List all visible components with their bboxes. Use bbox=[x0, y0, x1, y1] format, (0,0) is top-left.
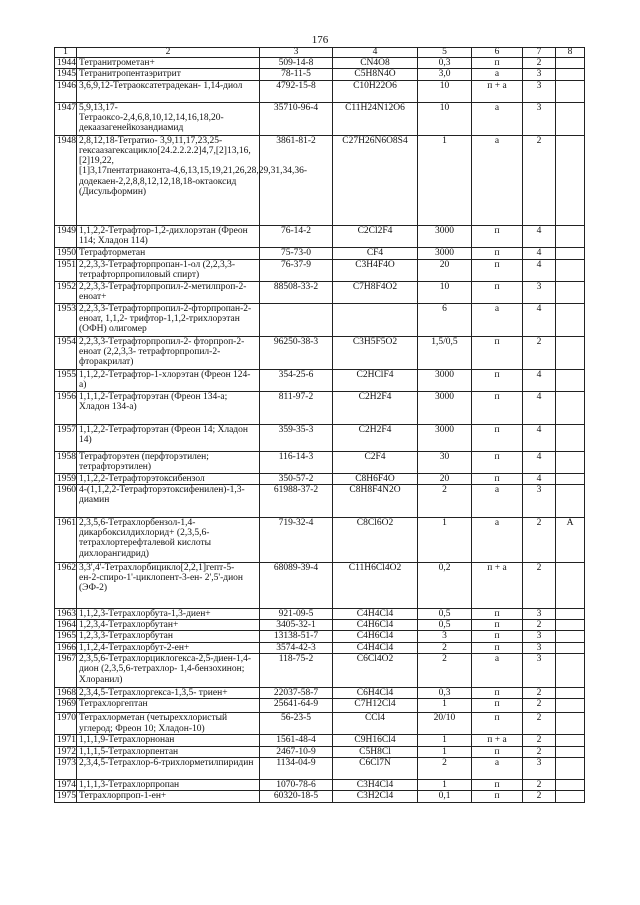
aggregate-state: п bbox=[472, 451, 523, 473]
limit-value: 20 bbox=[418, 473, 472, 484]
note-code bbox=[556, 688, 585, 699]
substance-name: 2,8,12,18-Тетратио- 3,9,11,17,23,25-гексаазагексацикло[24.2.2.2.2]4,7,[2]13,16,[2]19,22,[1]3,17пентатриаконта-4,6,13,15,19,21,26,28,29,31,34,36-додекаен-2,2,8,8,12,12,18,18-октаоксид (Дисульформин) bbox=[77, 135, 260, 225]
hazard-class: 2 bbox=[523, 713, 556, 735]
substance-name: Тетранитрометан+ bbox=[77, 58, 260, 69]
row-number: 1969 bbox=[55, 699, 77, 713]
chemical-formula: C6Cl7N bbox=[333, 757, 418, 779]
row-number: 1970 bbox=[55, 713, 77, 735]
aggregate-state: п bbox=[472, 424, 523, 451]
table-row bbox=[55, 69, 585, 80]
chemical-formula: C10H22O6 bbox=[333, 80, 418, 102]
limit-value: 2 bbox=[418, 642, 472, 653]
hazard-class: 2 bbox=[523, 135, 556, 225]
note-code bbox=[556, 699, 585, 713]
substance-name: 1,1,2,2-Тетрафторэтоксибензол bbox=[77, 473, 260, 484]
aggregate-state: п bbox=[472, 713, 523, 735]
chemical-formula: C8H6F4O bbox=[333, 473, 418, 484]
note-code bbox=[556, 473, 585, 484]
aggregate-state: п bbox=[472, 746, 523, 757]
page-number: 176 bbox=[311, 34, 329, 46]
hazard-class: 2 bbox=[523, 336, 556, 369]
substance-name: 2,3,5,6-Тетрахлорбензол-1,4-дикарбоксилдихлорид+ (2,3,5,6-тетрахлортерефталевой кислоты дихлорангидрид) bbox=[77, 517, 260, 562]
aggregate-state: п bbox=[472, 247, 523, 259]
note-code bbox=[556, 80, 585, 102]
table-row bbox=[55, 424, 585, 451]
substance-name: 1,1,1,5-Тетрахлорпентан bbox=[77, 746, 260, 757]
aggregate-state: а bbox=[472, 102, 523, 135]
cas-number: 359-35-3 bbox=[260, 424, 333, 451]
aggregate-state: п bbox=[472, 631, 523, 642]
cas-number: 921-09-5 bbox=[260, 608, 333, 619]
limit-value: 20 bbox=[418, 259, 472, 281]
hazard-class: 3 bbox=[523, 631, 556, 642]
col-header-6: 6 bbox=[472, 48, 523, 58]
aggregate-state: п bbox=[472, 473, 523, 484]
note-code bbox=[556, 451, 585, 473]
note-code bbox=[556, 746, 585, 757]
row-number: 1975 bbox=[55, 791, 77, 802]
hazard-class: 2 bbox=[523, 688, 556, 699]
table-row bbox=[55, 451, 585, 473]
hazard-class: 4 bbox=[523, 259, 556, 281]
col-header-7: 7 bbox=[523, 48, 556, 58]
chemical-formula: C6H4Cl4 bbox=[333, 688, 418, 699]
table-row bbox=[55, 735, 585, 746]
cas-number: 118-75-2 bbox=[260, 654, 333, 688]
table-row bbox=[55, 746, 585, 757]
note-code bbox=[556, 69, 585, 80]
cas-number: 96250-38-3 bbox=[260, 336, 333, 369]
substance-name: Тетрахлорметан (четыреххлористый углерод; Фреон 10; Хладон-10) bbox=[77, 713, 260, 735]
aggregate-state: п bbox=[472, 779, 523, 790]
note-code bbox=[556, 735, 585, 746]
cas-number: 1134-04-9 bbox=[260, 757, 333, 779]
hazard-class: 2 bbox=[523, 791, 556, 802]
note-code bbox=[556, 713, 585, 735]
table-row bbox=[55, 369, 585, 391]
hazard-class: 3 bbox=[523, 642, 556, 653]
col-header-1: 1 bbox=[55, 48, 77, 58]
row-number: 1973 bbox=[55, 757, 77, 779]
substance-name: 2,2,3,3-Тетрафторпропил-2- фторпроп-2-еноат (2,2,3,3- тетрафторпропил-2-фторакрилат) bbox=[77, 336, 260, 369]
cas-number: 25641-64-9 bbox=[260, 699, 333, 713]
aggregate-state: п bbox=[472, 336, 523, 369]
substance-name: 1,1,2,3-Тетрахлорбута-1,3-диен+ bbox=[77, 608, 260, 619]
row-number: 1948 bbox=[55, 135, 77, 225]
note-code: А bbox=[556, 517, 585, 562]
limit-value: 30 bbox=[418, 451, 472, 473]
table-row bbox=[55, 779, 585, 790]
chemical-formula: C8Cl6O2 bbox=[333, 517, 418, 562]
cas-number: 4792-15-8 bbox=[260, 80, 333, 102]
row-number: 1971 bbox=[55, 735, 77, 746]
table-row bbox=[55, 135, 585, 225]
limit-value: 10 bbox=[418, 281, 472, 303]
hazard-class: 4 bbox=[523, 369, 556, 391]
aggregate-state: п + а bbox=[472, 80, 523, 102]
substance-name: 1,2,3,4-Тетрахлорбутан+ bbox=[77, 620, 260, 631]
substance-name: Тетрафторметан bbox=[77, 247, 260, 259]
substance-name: 2,3,4,5-Тетрахлоргекса-1,3,5- триен+ bbox=[77, 688, 260, 699]
substance-name: 2,2,3,3-Тетрафторпропил-2-фторпропан-2-еноат, 1,1,2- трифтор-1,1,2-трихлорэтан (ОФН) олигомер bbox=[77, 303, 260, 336]
chemical-formula: C4H4Cl4 bbox=[333, 608, 418, 619]
table-row bbox=[55, 713, 585, 735]
table-row bbox=[55, 757, 585, 779]
chemical-formula: C4H6Cl4 bbox=[333, 620, 418, 631]
aggregate-state: п bbox=[472, 391, 523, 424]
note-code bbox=[556, 631, 585, 642]
limit-value: 1 bbox=[418, 735, 472, 746]
header-row bbox=[55, 48, 585, 58]
note-code bbox=[556, 791, 585, 802]
note-code bbox=[556, 259, 585, 281]
limit-value: 0,1 bbox=[418, 791, 472, 802]
chemical-formula: C11H6Cl4O2 bbox=[333, 562, 418, 608]
table-row bbox=[55, 620, 585, 631]
row-number: 1954 bbox=[55, 336, 77, 369]
col-header-8: 8 bbox=[556, 48, 585, 58]
row-number: 1963 bbox=[55, 608, 77, 619]
substance-name: 1,1,2,2-Тетрафторэтан (Фреон 14; Хладон 14) bbox=[77, 424, 260, 451]
table-row bbox=[55, 281, 585, 303]
note-code bbox=[556, 369, 585, 391]
chemical-formula: C5H8Cl bbox=[333, 746, 418, 757]
note-code bbox=[556, 654, 585, 688]
hazard-class: 2 bbox=[523, 562, 556, 608]
cas-number: 509-14-8 bbox=[260, 58, 333, 69]
aggregate-state: п bbox=[472, 620, 523, 631]
table-row bbox=[55, 517, 585, 562]
hazard-class: 2 bbox=[523, 746, 556, 757]
hazard-class: 3 bbox=[523, 654, 556, 688]
hazard-class: 2 bbox=[523, 620, 556, 631]
row-number: 1960 bbox=[55, 484, 77, 517]
substance-name: 2,2,3,3-Тетрафторпропан-1-ол (2,2,3,3-тетрафторпропиловый спирт) bbox=[77, 259, 260, 281]
note-code bbox=[556, 303, 585, 336]
row-number: 1945 bbox=[55, 69, 77, 80]
chemical-formula: C3H5F5O2 bbox=[333, 336, 418, 369]
hazard-class: 2 bbox=[523, 779, 556, 790]
chemical-formula: C4H6Cl4 bbox=[333, 631, 418, 642]
cas-number: 719-32-4 bbox=[260, 517, 333, 562]
substance-name: 2,2,3,3-Тетрафторпропил-2-метилпроп-2-еноат+ bbox=[77, 281, 260, 303]
limit-value: 3 bbox=[418, 631, 472, 642]
row-number: 1952 bbox=[55, 281, 77, 303]
table-row bbox=[55, 699, 585, 713]
aggregate-state: п bbox=[472, 259, 523, 281]
table-row bbox=[55, 303, 585, 336]
limit-value: 2 bbox=[418, 654, 472, 688]
limit-value: 0,3 bbox=[418, 58, 472, 69]
hazard-class: 3 bbox=[523, 80, 556, 102]
substance-name: 4-(1,1,2,2-Тетрафторэтоксифенилен)-1,3-диамин bbox=[77, 484, 260, 517]
cas-number: 88508-33-2 bbox=[260, 281, 333, 303]
cas-number: 350-57-2 bbox=[260, 473, 333, 484]
chemical-formula: C2F4 bbox=[333, 451, 418, 473]
note-code bbox=[556, 58, 585, 69]
table-row bbox=[55, 225, 585, 247]
limit-value: 3000 bbox=[418, 247, 472, 259]
row-number: 1974 bbox=[55, 779, 77, 790]
chemical-formula: C9H16Cl4 bbox=[333, 735, 418, 746]
aggregate-state: п bbox=[472, 688, 523, 699]
cas-number: 76-14-2 bbox=[260, 225, 333, 247]
note-code bbox=[556, 642, 585, 653]
cas-number: 61988-37-2 bbox=[260, 484, 333, 517]
hazard-class: 3 bbox=[523, 281, 556, 303]
table-row bbox=[55, 391, 585, 424]
chemical-formula: C7H12Cl4 bbox=[333, 699, 418, 713]
cas-number: 811-97-2 bbox=[260, 391, 333, 424]
cas-number: 78-11-5 bbox=[260, 69, 333, 80]
limit-value: 1 bbox=[418, 779, 472, 790]
aggregate-state: п bbox=[472, 642, 523, 653]
aggregate-state: а bbox=[472, 303, 523, 336]
limit-value: 1 bbox=[418, 699, 472, 713]
cas-number: 56-23-5 bbox=[260, 713, 333, 735]
aggregate-state: а bbox=[472, 484, 523, 517]
aggregate-state: п bbox=[472, 699, 523, 713]
cas-number: 1561-48-4 bbox=[260, 735, 333, 746]
col-header-3: 3 bbox=[260, 48, 333, 58]
limit-value: 1 bbox=[418, 135, 472, 225]
chemical-formula: C3H4Cl4 bbox=[333, 779, 418, 790]
table-row bbox=[55, 58, 585, 69]
cas-number: 2467-10-9 bbox=[260, 746, 333, 757]
chemical-formula: C11H24N12O6 bbox=[333, 102, 418, 135]
note-code bbox=[556, 608, 585, 619]
table-row bbox=[55, 642, 585, 653]
note-code bbox=[556, 562, 585, 608]
limit-value: 1 bbox=[418, 746, 472, 757]
note-code bbox=[556, 484, 585, 517]
note-code bbox=[556, 336, 585, 369]
hazard-class: 3 bbox=[523, 69, 556, 80]
note-code bbox=[556, 779, 585, 790]
limit-value: 1,5/0,5 bbox=[418, 336, 472, 369]
hazard-class: 4 bbox=[523, 391, 556, 424]
limit-value: 10 bbox=[418, 80, 472, 102]
limit-value: 6 bbox=[418, 303, 472, 336]
aggregate-state: п bbox=[472, 281, 523, 303]
row-number: 1949 bbox=[55, 225, 77, 247]
cas-number: 60320-18-5 bbox=[260, 791, 333, 802]
aggregate-state: п bbox=[472, 608, 523, 619]
chemical-formula: CF4 bbox=[333, 247, 418, 259]
hazard-class: 3 bbox=[523, 102, 556, 135]
aggregate-state: а bbox=[472, 135, 523, 225]
aggregate-state: а bbox=[472, 757, 523, 779]
note-code bbox=[556, 620, 585, 631]
limit-value: 3000 bbox=[418, 391, 472, 424]
chemical-formula: C3H2Cl4 bbox=[333, 791, 418, 802]
table-row bbox=[55, 102, 585, 135]
chemical-formula: C2H2F4 bbox=[333, 391, 418, 424]
substance-name: 3,6,9,12-Тетраоксатетрадекан- 1,14-диол bbox=[77, 80, 260, 102]
note-code bbox=[556, 247, 585, 259]
limit-value: 0,3 bbox=[418, 688, 472, 699]
cas-number: 75-73-0 bbox=[260, 247, 333, 259]
row-number: 1950 bbox=[55, 247, 77, 259]
limit-value: 0,5 bbox=[418, 608, 472, 619]
cas-number: 1070-78-6 bbox=[260, 779, 333, 790]
hazard-class: 4 bbox=[523, 473, 556, 484]
aggregate-state: п + а bbox=[472, 562, 523, 608]
substance-name: 5,9,13,17-Тетраоксо-2,4,6,8,10,12,14,16,18,20-декаазагенейкозандиамид bbox=[77, 102, 260, 135]
limit-value: 2 bbox=[418, 757, 472, 779]
substance-name: 1,1,1,9-Тетрахлорнонан bbox=[77, 735, 260, 746]
table-row bbox=[55, 473, 585, 484]
hazard-class: 3 bbox=[523, 484, 556, 517]
table-row bbox=[55, 791, 585, 802]
chemical-formula: C8H8F4N2O bbox=[333, 484, 418, 517]
note-code bbox=[556, 424, 585, 451]
row-number: 1966 bbox=[55, 642, 77, 653]
substance-name: Тетранитропентаэритрит bbox=[77, 69, 260, 80]
row-number: 1965 bbox=[55, 631, 77, 642]
row-number: 1946 bbox=[55, 80, 77, 102]
hazard-class: 3 bbox=[523, 608, 556, 619]
row-number: 1947 bbox=[55, 102, 77, 135]
substance-name: Тетрахлорпроп-1-ен+ bbox=[77, 791, 260, 802]
row-number: 1964 bbox=[55, 620, 77, 631]
table-row bbox=[55, 80, 585, 102]
substance-name: Тетрахлоргептан bbox=[77, 699, 260, 713]
chemical-formula: C2H2F4 bbox=[333, 424, 418, 451]
chemical-formula: C5H8N4O bbox=[333, 69, 418, 80]
table-row bbox=[55, 562, 585, 608]
substance-name: 2,3,5,6-Тетрахлорциклогекса-2,5-диен-1,4-дион (2,3,5,6-тетрахлор- 1,4-бензохинон; Хлоранил) bbox=[77, 654, 260, 688]
row-number: 1956 bbox=[55, 391, 77, 424]
chemical-formula: CCl4 bbox=[333, 713, 418, 735]
row-number: 1968 bbox=[55, 688, 77, 699]
substance-name: 1,1,2,2-Тетрафтор-1,2-дихлорэтан (Фреон 114; Хладон 114) bbox=[77, 225, 260, 247]
note-code bbox=[556, 135, 585, 225]
aggregate-state: а bbox=[472, 69, 523, 80]
note-code bbox=[556, 225, 585, 247]
table-row bbox=[55, 484, 585, 517]
aggregate-state: а bbox=[472, 654, 523, 688]
table-row bbox=[55, 631, 585, 642]
note-code bbox=[556, 281, 585, 303]
limit-value: 3,0 bbox=[418, 69, 472, 80]
cas-number: 354-25-6 bbox=[260, 369, 333, 391]
substance-name: 1,1,1,2-Тетрафторэтан (Фреон 134-а; Хладон 134-а) bbox=[77, 391, 260, 424]
cas-number: 35710-96-4 bbox=[260, 102, 333, 135]
cas-number: 116-14-3 bbox=[260, 451, 333, 473]
substance-table bbox=[54, 47, 585, 803]
limit-value: 0,2 bbox=[418, 562, 472, 608]
cas-number bbox=[260, 303, 333, 336]
row-number: 1955 bbox=[55, 369, 77, 391]
row-number: 1957 bbox=[55, 424, 77, 451]
note-code bbox=[556, 102, 585, 135]
chemical-formula: C7H8F4O2 bbox=[333, 281, 418, 303]
row-number: 1967 bbox=[55, 654, 77, 688]
chemical-formula: CN4O8 bbox=[333, 58, 418, 69]
hazard-class: 2 bbox=[523, 699, 556, 713]
cas-number: 3405-32-1 bbox=[260, 620, 333, 631]
limit-value: 3000 bbox=[418, 424, 472, 451]
cas-number: 68089-39-4 bbox=[260, 562, 333, 608]
hazard-class: 4 bbox=[523, 303, 556, 336]
row-number: 1962 bbox=[55, 562, 77, 608]
row-number: 1959 bbox=[55, 473, 77, 484]
aggregate-state: п bbox=[472, 225, 523, 247]
substance-name: 3,3',4'-Тетрахлорбицикло[2,2,1]гепт-5- ен-2-спиро-1'-циклопент-3-ен- 2',5'-дион (ЭФ-2) bbox=[77, 562, 260, 608]
hazard-class: 3 bbox=[523, 757, 556, 779]
chemical-formula: C6Cl4O2 bbox=[333, 654, 418, 688]
cas-number: 22037-58-7 bbox=[260, 688, 333, 699]
cas-number: 3574-42-3 bbox=[260, 642, 333, 653]
hazard-class: 2 bbox=[523, 58, 556, 69]
chemical-formula: C2Cl2F4 bbox=[333, 225, 418, 247]
cas-number: 3861-81-2 bbox=[260, 135, 333, 225]
limit-value: 1 bbox=[418, 517, 472, 562]
hazard-class: 2 bbox=[523, 517, 556, 562]
limit-value: 10 bbox=[418, 102, 472, 135]
row-number: 1944 bbox=[55, 58, 77, 69]
chemical-formula: C3H4F4O bbox=[333, 259, 418, 281]
substance-name: 1,1,2,2-Тетрафтор-1-хлорэтан (Фреон 124-а) bbox=[77, 369, 260, 391]
cas-number: 13138-51-7 bbox=[260, 631, 333, 642]
chemical-formula bbox=[333, 303, 418, 336]
table-row bbox=[55, 654, 585, 688]
hazard-class: 4 bbox=[523, 247, 556, 259]
col-header-4: 4 bbox=[333, 48, 418, 58]
chemical-formula: C27H26N6O8S4 bbox=[333, 135, 418, 225]
row-number: 1958 bbox=[55, 451, 77, 473]
substance-name: 1,2,3,3-Тетрахлорбутан bbox=[77, 631, 260, 642]
table-row bbox=[55, 688, 585, 699]
chemical-formula: C4H4Cl4 bbox=[333, 642, 418, 653]
row-number: 1961 bbox=[55, 517, 77, 562]
limit-value: 3000 bbox=[418, 225, 472, 247]
note-code bbox=[556, 391, 585, 424]
limit-value: 2 bbox=[418, 484, 472, 517]
hazard-class: 4 bbox=[523, 225, 556, 247]
hazard-class: 4 bbox=[523, 424, 556, 451]
col-header-2: 2 bbox=[77, 48, 260, 58]
row-number: 1951 bbox=[55, 259, 77, 281]
table-row bbox=[55, 608, 585, 619]
hazard-class: 2 bbox=[523, 735, 556, 746]
substance-name: 2,3,4,5-Тетрахлор-6-трихлорметилпиридин bbox=[77, 757, 260, 779]
limit-value: 20/10 bbox=[418, 713, 472, 735]
cas-number: 76-37-9 bbox=[260, 259, 333, 281]
aggregate-state: п bbox=[472, 791, 523, 802]
substance-name: Тетрафторэтен (перфторэтилен; тетрафторэтилен) bbox=[77, 451, 260, 473]
row-number: 1953 bbox=[55, 303, 77, 336]
aggregate-state: п bbox=[472, 369, 523, 391]
row-number: 1972 bbox=[55, 746, 77, 757]
table-row bbox=[55, 336, 585, 369]
col-header-5: 5 bbox=[418, 48, 472, 58]
chemical-formula: C2HClF4 bbox=[333, 369, 418, 391]
aggregate-state: а bbox=[472, 517, 523, 562]
hazard-class: 4 bbox=[523, 451, 556, 473]
substance-name: 1,1,2,4-Тетрахлорбут-2-ен+ bbox=[77, 642, 260, 653]
aggregate-state: п + а bbox=[472, 735, 523, 746]
limit-value: 0,5 bbox=[418, 620, 472, 631]
table-row bbox=[55, 259, 585, 281]
substance-name: 1,1,1,3-Тетрахлорпропан bbox=[77, 779, 260, 790]
aggregate-state: п bbox=[472, 58, 523, 69]
table-row bbox=[55, 247, 585, 259]
note-code bbox=[556, 757, 585, 779]
limit-value: 3000 bbox=[418, 369, 472, 391]
